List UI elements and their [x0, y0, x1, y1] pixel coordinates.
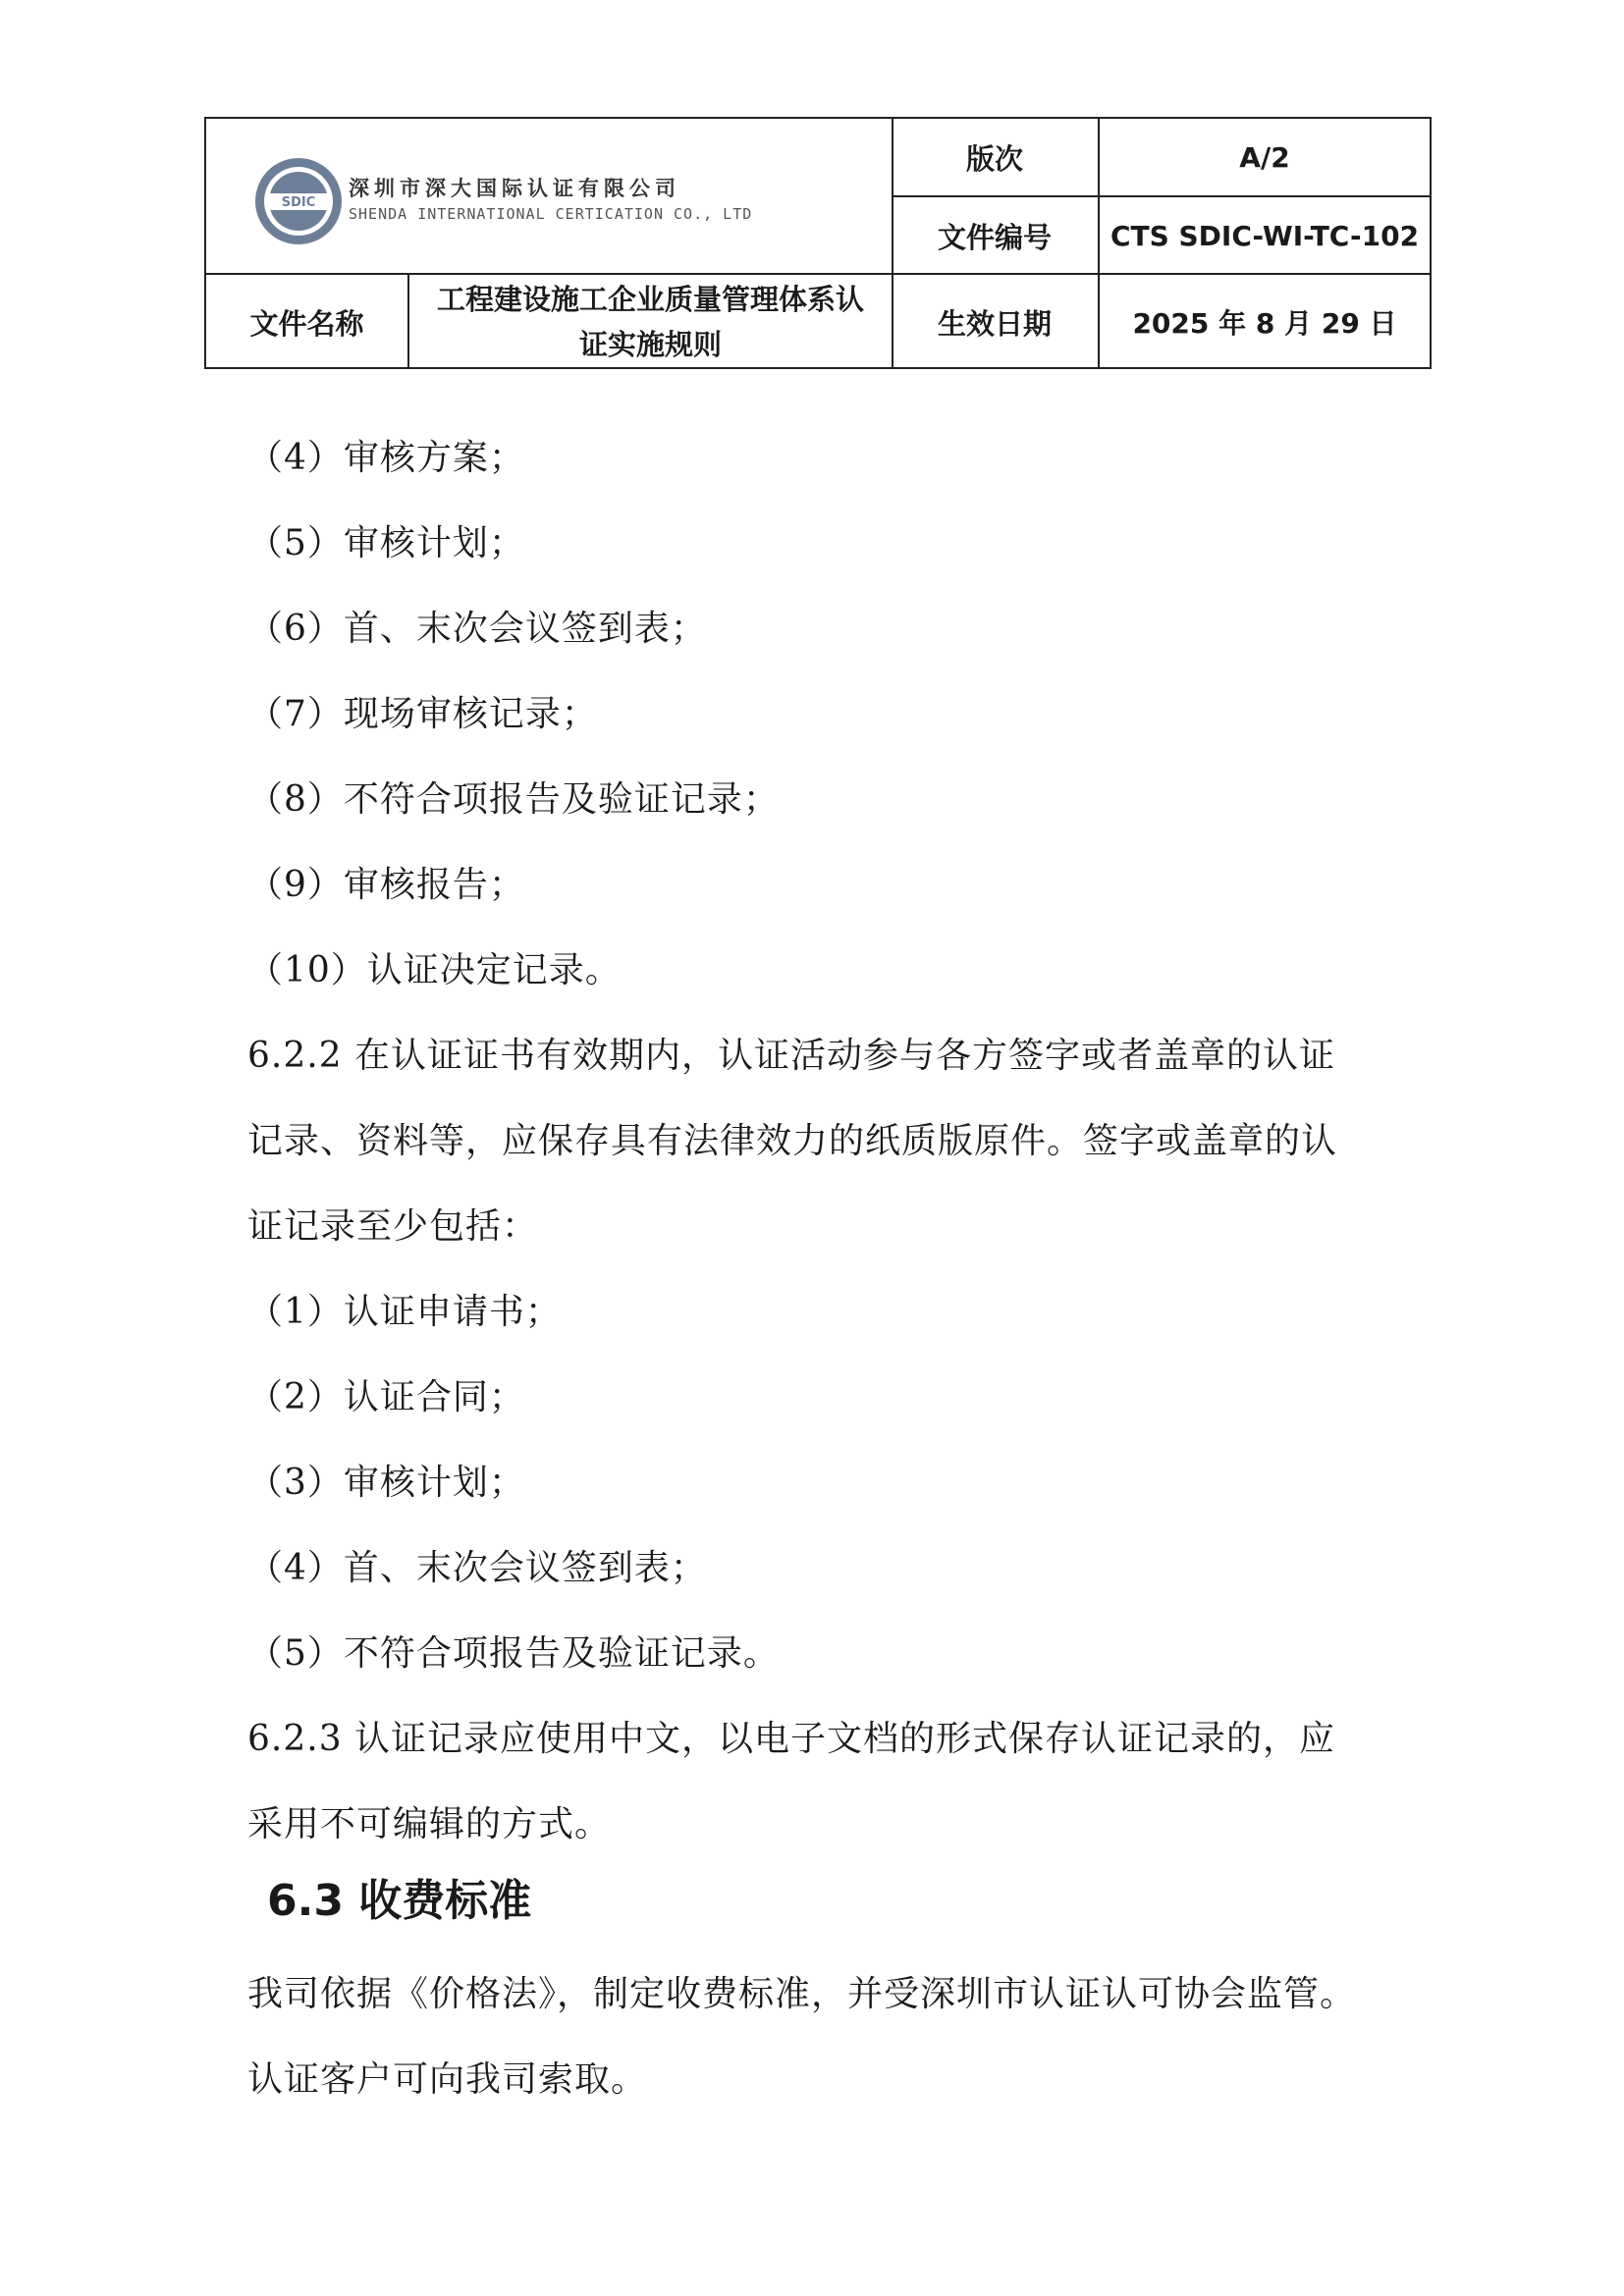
- company-logo-block: [206, 119, 892, 274]
- paragraph-line: 6.2.2 在认证证书有效期内，认证活动参与各方签字或者盖章的认证: [247, 1036, 1336, 1076]
- doc-number-label: 文件编号: [937, 220, 1052, 254]
- section-heading: 6.3 收费标准: [267, 1876, 532, 1926]
- list-item: （1）认证申请书；: [247, 1292, 562, 1332]
- list-item: （2）认证合同；: [247, 1377, 525, 1417]
- list-item: （10）认证决定记录。: [247, 950, 622, 990]
- doc-name-line: 证实施规则: [578, 328, 722, 361]
- doc-name-line: 工程建设施工企业质量管理体系认: [436, 283, 864, 316]
- svg-text:SDIC: SDIC: [281, 195, 316, 210]
- list-item: （6）首、末次会议签到表；: [247, 609, 707, 649]
- list-item: （4）审核方案；: [247, 438, 525, 478]
- paragraph-line: 采用不可编辑的方式。: [247, 1804, 612, 1844]
- list-item: （9）审核报告；: [247, 865, 525, 905]
- list-item: （7）现场审核记录；: [247, 694, 598, 734]
- version-label: 版次: [965, 141, 1023, 176]
- paragraph-line: 我司依据《价格法》，制定收费标准，并受深圳市认证认可协会监管。: [247, 1974, 1357, 2014]
- paragraph-line: 记录、资料等，应保存具有法律效力的纸质版原件。签字或盖章的认: [247, 1121, 1338, 1161]
- effective-date-value: 2025 年 8 月 29 日: [1132, 307, 1397, 340]
- document-header-table: [204, 117, 1432, 369]
- doc-name-label: 文件名称: [249, 306, 364, 341]
- doc-number-value: CTS SDIC-WI-TC-102: [1110, 219, 1420, 252]
- company-name-en: SHENDA INTERNATIONAL CERTICATION CO., LTD: [349, 205, 753, 223]
- company-name-cn: 深圳市深大国际认证有限公司: [349, 177, 680, 200]
- version-value: A/2: [1239, 140, 1290, 174]
- list-item: （3）审核计划；: [247, 1463, 525, 1503]
- effective-date-label: 生效日期: [937, 306, 1052, 341]
- list-item: （8）不符合项报告及验证记录；: [247, 779, 780, 820]
- paragraph-line: 证记录至少包括：: [247, 1206, 539, 1247]
- doc-name-value: [409, 275, 892, 369]
- list-item: （5）不符合项报告及验证记录。: [247, 1633, 780, 1674]
- list-item: （5）审核计划；: [247, 523, 525, 563]
- paragraph-line: 6.2.3 认证记录应使用中文，以电子文档的形式保存认证记录的，应: [247, 1719, 1336, 1759]
- company-emblem-icon: [253, 156, 344, 246]
- paragraph-line: 认证客户可向我司索取。: [247, 2059, 648, 2100]
- list-item: （4）首、末次会议签到表；: [247, 1548, 707, 1588]
